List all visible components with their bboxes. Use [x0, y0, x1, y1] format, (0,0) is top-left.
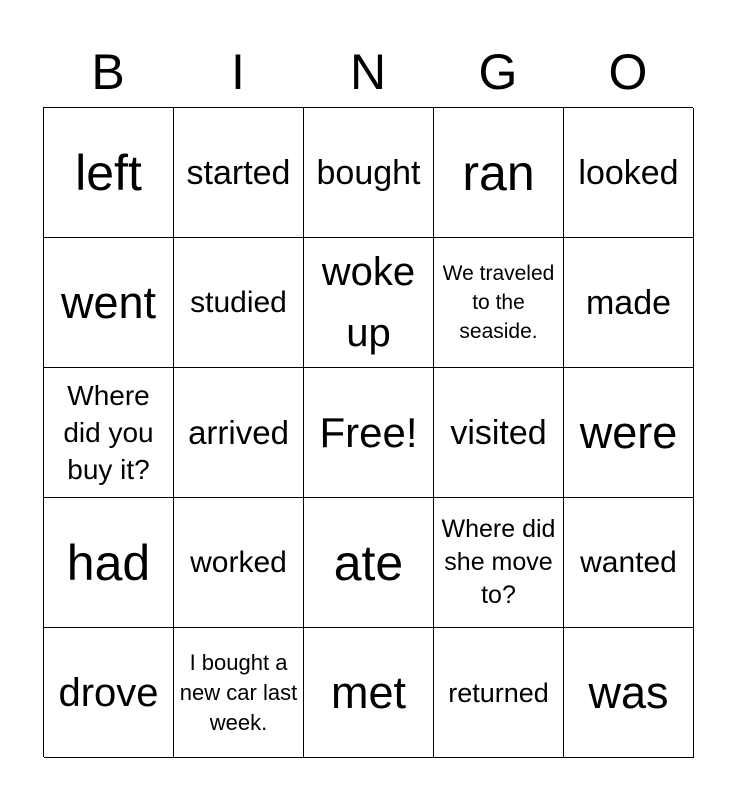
- bingo-cell[interactable]: [564, 108, 694, 238]
- bingo-header: [43, 36, 693, 108]
- cell-text: Where did you buy it?: [63, 380, 154, 485]
- bingo-cell[interactable]: [304, 368, 434, 498]
- bingo-cell[interactable]: [434, 368, 564, 498]
- cell-text: wanted: [580, 545, 677, 579]
- cell-text: visited: [450, 413, 547, 452]
- cell-text: was: [588, 666, 669, 718]
- cell-text: woke up: [321, 249, 416, 355]
- bingo-cell[interactable]: [564, 238, 694, 368]
- cell-text: left: [75, 144, 142, 201]
- bingo-cell[interactable]: [44, 238, 174, 368]
- cell-text: arrived: [188, 413, 289, 451]
- bingo-cell[interactable]: [304, 498, 434, 628]
- cell-text: We traveled to the seaside.: [442, 262, 555, 343]
- bingo-cell[interactable]: [174, 368, 304, 498]
- header-letter-b: B: [91, 44, 125, 100]
- bingo-cell[interactable]: [174, 238, 304, 368]
- header-letter-i: I: [231, 44, 245, 100]
- cell-text: looked: [578, 153, 679, 192]
- bingo-cell[interactable]: [564, 628, 694, 758]
- cell-text: worked: [190, 545, 287, 579]
- cell-text: met: [330, 666, 406, 718]
- cell-text: Where did she move to?: [441, 515, 556, 609]
- bingo-cell[interactable]: [44, 498, 174, 628]
- bingo-card-grid: [43, 107, 693, 757]
- bingo-cell[interactable]: [304, 238, 434, 368]
- cell-text: I bought a new car last week.: [179, 649, 298, 735]
- cell-text: ate: [333, 534, 404, 591]
- bingo-cell[interactable]: [434, 628, 564, 758]
- cell-text: drove: [58, 670, 159, 715]
- bingo-cell[interactable]: [564, 498, 694, 628]
- header-letter-g: G: [478, 44, 518, 100]
- cell-text: studied: [190, 285, 287, 319]
- cell-text: Free!: [319, 408, 418, 456]
- bingo-cell[interactable]: [174, 498, 304, 628]
- bingo-cell[interactable]: [434, 498, 564, 628]
- header-letter-o: O: [608, 44, 648, 100]
- cell-text: returned: [448, 677, 549, 708]
- bingo-cell[interactable]: [564, 368, 694, 498]
- cell-text: bought: [316, 153, 421, 192]
- cell-text: ran: [462, 144, 535, 201]
- bingo-cell[interactable]: [44, 108, 174, 238]
- cell-text: started: [186, 153, 291, 192]
- bingo-cell[interactable]: [44, 368, 174, 498]
- bingo-cell[interactable]: [304, 108, 434, 238]
- bingo-cell[interactable]: [434, 108, 564, 238]
- cell-text: had: [66, 534, 151, 591]
- bingo-cell[interactable]: [174, 628, 304, 758]
- bingo-cell[interactable]: [434, 238, 564, 368]
- bingo-cell[interactable]: [174, 108, 304, 238]
- header-letter-n: N: [349, 44, 387, 100]
- cell-text: went: [60, 276, 157, 328]
- bingo-cell[interactable]: [44, 628, 174, 758]
- cell-text: were: [579, 406, 678, 458]
- cell-text: made: [585, 283, 672, 322]
- bingo-cell[interactable]: [304, 628, 434, 758]
